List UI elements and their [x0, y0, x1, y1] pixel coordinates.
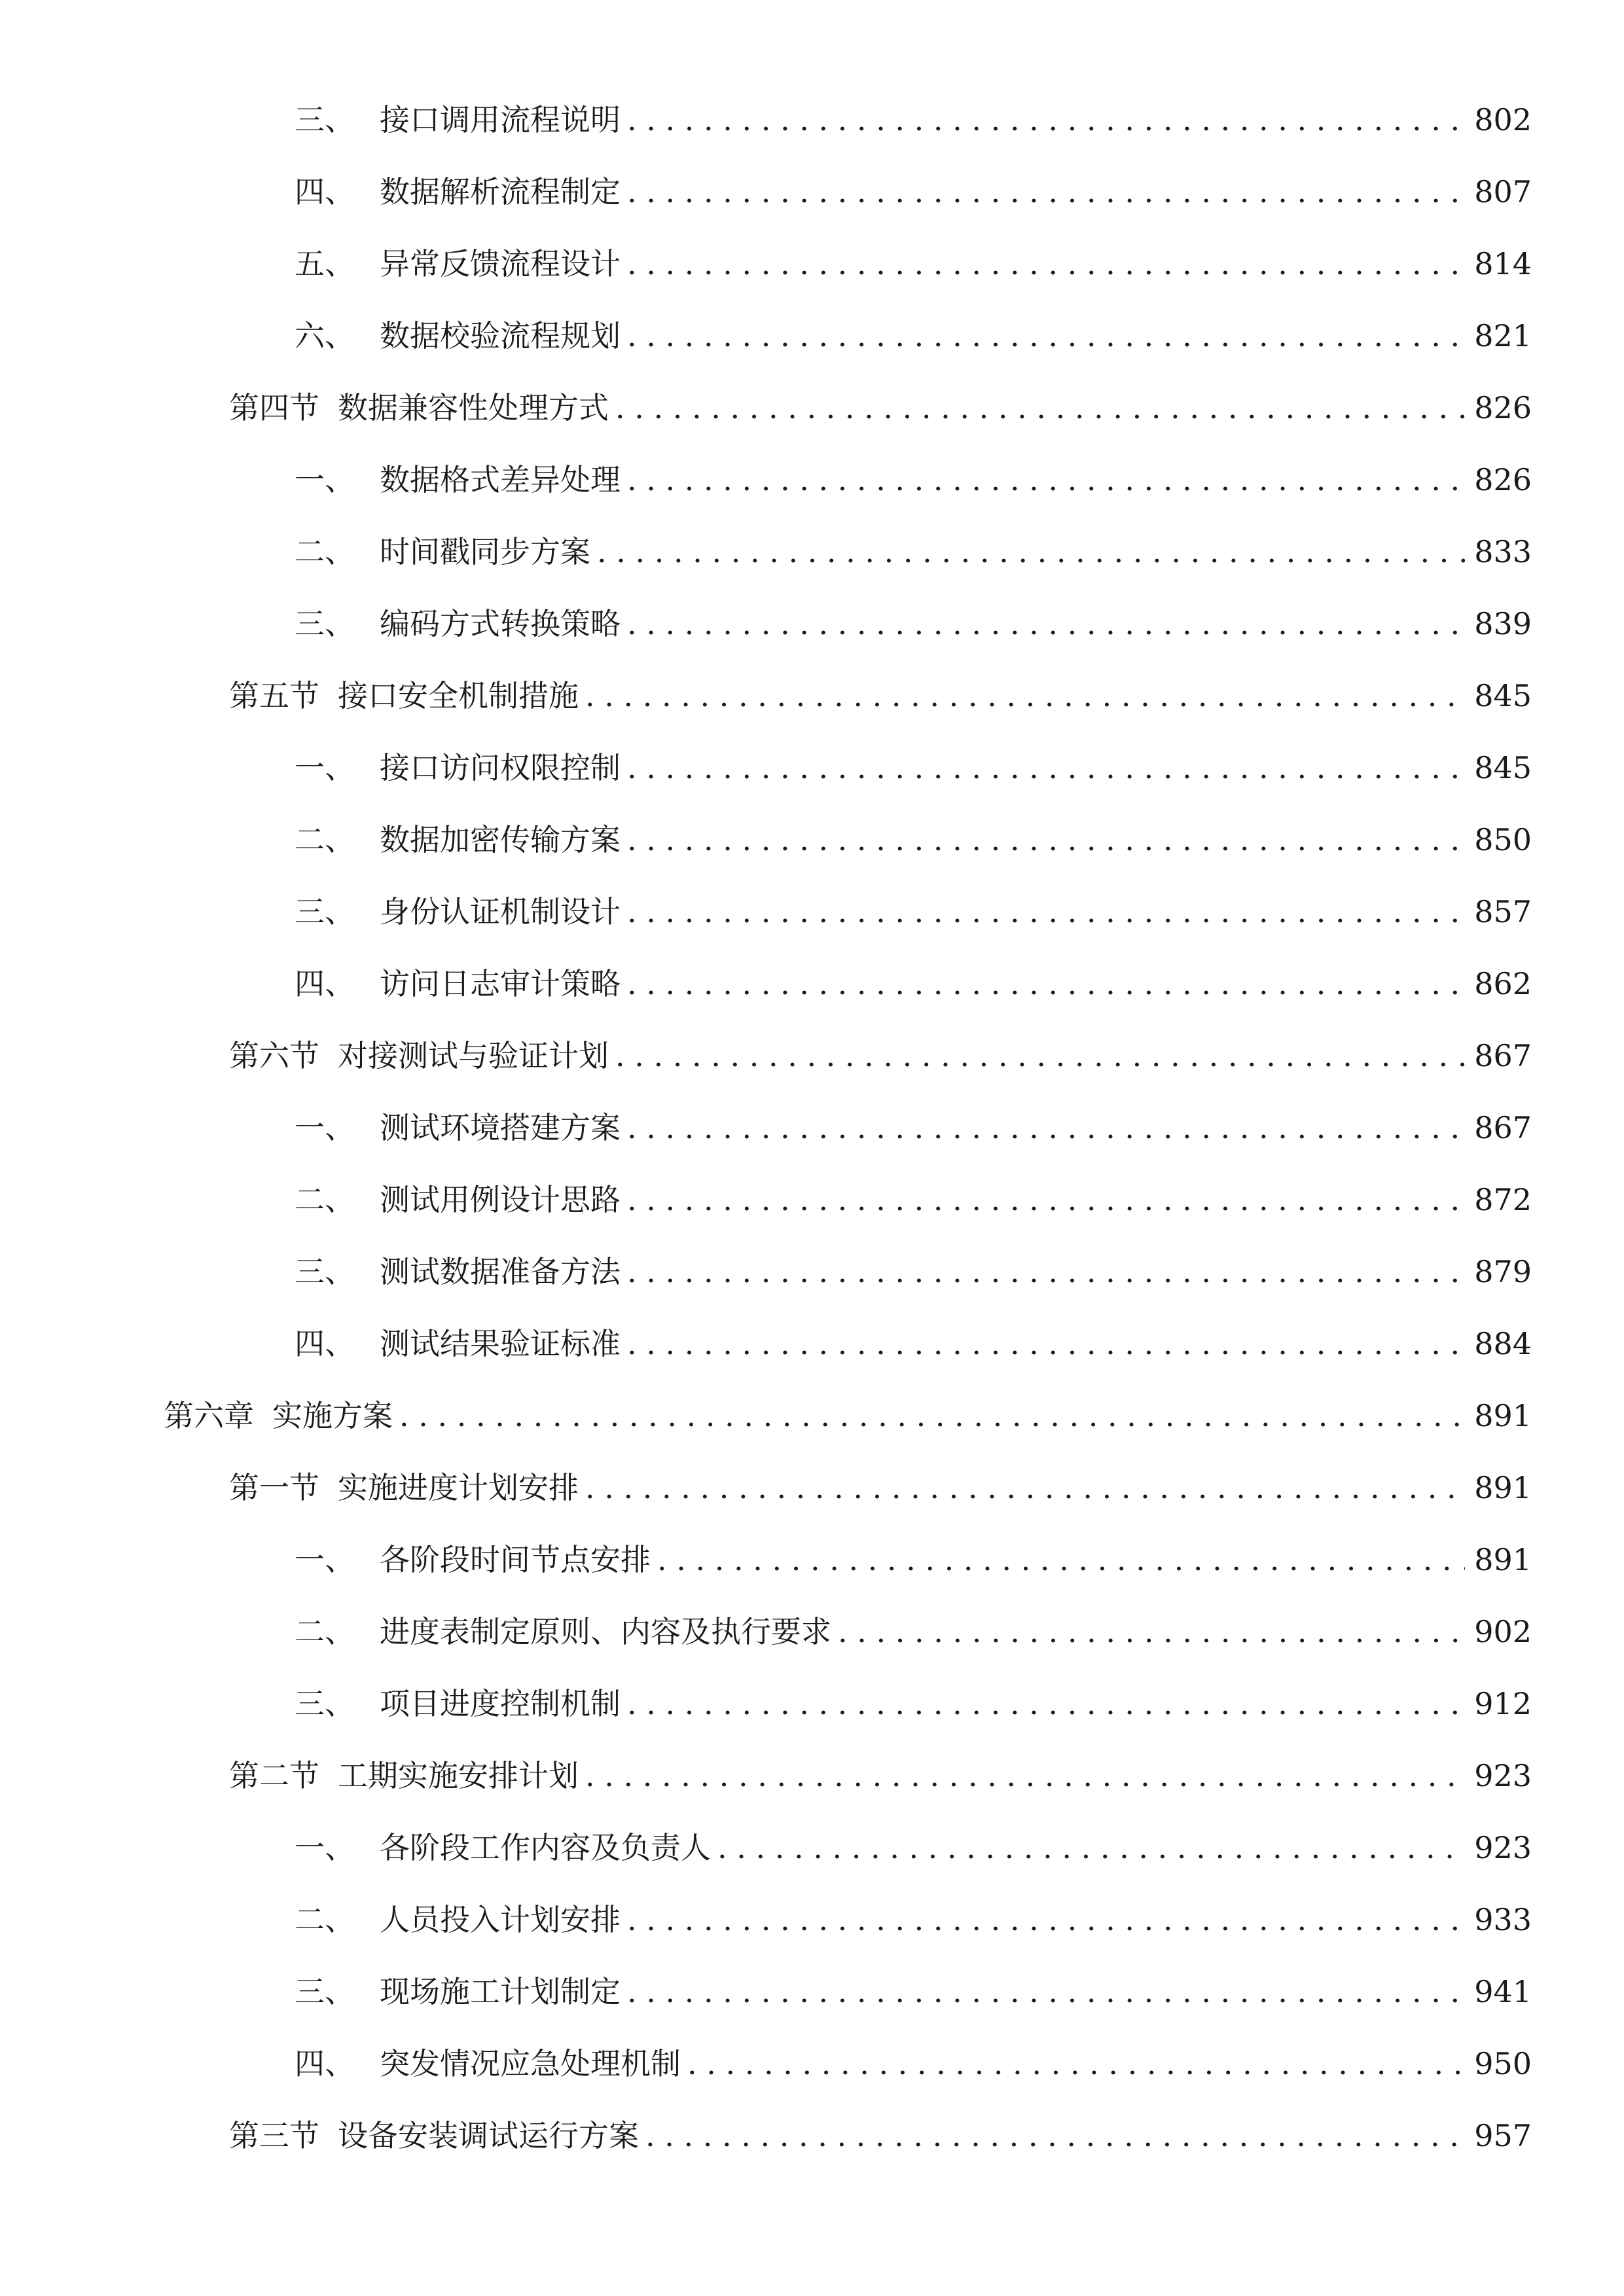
toc-dot-leader	[585, 1462, 1465, 1514]
toc-dot-leader	[645, 2109, 1465, 2162]
toc-entry-number: 第二节	[229, 1758, 319, 1793]
toc-entry[interactable]	[295, 1318, 1532, 1370]
toc-entry[interactable]	[295, 1605, 1532, 1658]
toc-dot-leader	[627, 1174, 1465, 1226]
toc-entry-number: 一、	[295, 1830, 355, 1865]
toc-entry-number: 第六章	[164, 1398, 254, 1433]
toc-entry-number: 一、	[295, 750, 355, 785]
toc-dot-leader	[585, 670, 1465, 722]
toc-entry-page: 821	[1474, 318, 1532, 353]
toc-entry-number: 第六节	[229, 1038, 319, 1073]
toc-dot-leader	[627, 1965, 1465, 2018]
toc-entry-page: 857	[1474, 894, 1532, 929]
toc-entry-number: 五、	[295, 246, 355, 281]
toc-entry-title: 各阶段工作内容及负责人	[380, 1830, 711, 1865]
toc-entry-number: 四、	[295, 1326, 355, 1361]
toc-entry-page: 814	[1474, 246, 1532, 281]
toc-chapter-entry[interactable]	[164, 1390, 1532, 1442]
toc-entry-number: 二、	[295, 1614, 355, 1649]
toc-entry-page: 923	[1474, 1758, 1532, 1793]
toc-entry-number: 一、	[295, 1542, 355, 1577]
toc-entry-page: 867	[1474, 1038, 1532, 1073]
toc-entry-title: 测试结果验证标准	[380, 1326, 621, 1361]
toc-entry[interactable]	[295, 166, 1532, 218]
toc-entry[interactable]	[295, 526, 1532, 578]
toc-entry-page: 867	[1474, 1110, 1532, 1145]
toc-entry-number: 六、	[295, 318, 355, 353]
toc-entry-title: 实施方案	[272, 1398, 393, 1433]
toc-entry-page: 957	[1474, 2118, 1532, 2153]
toc-dot-leader	[627, 1318, 1465, 1370]
toc-entry-page: 839	[1474, 606, 1532, 641]
toc-entry[interactable]	[295, 742, 1532, 794]
toc-entry-page: 884	[1474, 1326, 1532, 1361]
toc-entry-page: 872	[1474, 1182, 1532, 1217]
toc-entry-page: 826	[1474, 390, 1532, 425]
toc-entry[interactable]	[295, 1534, 1532, 1586]
toc-dot-leader	[717, 1821, 1465, 1874]
toc-entry-title: 对接测试与验证计划	[338, 1038, 609, 1073]
toc-entry-page: 879	[1474, 1254, 1532, 1289]
toc-entry-title: 人员投入计划安排	[380, 1902, 621, 1937]
toc-entry-page: 802	[1474, 102, 1532, 137]
toc-dot-leader	[657, 1534, 1465, 1586]
toc-entry-title: 实施进度计划安排	[338, 1470, 579, 1505]
toc-dot-leader	[627, 1246, 1465, 1298]
toc-entry-page: 845	[1474, 750, 1532, 785]
toc-entry-title: 工期实施安排计划	[338, 1758, 579, 1793]
toc-section-entry[interactable]	[229, 1462, 1532, 1514]
toc-entry[interactable]	[295, 310, 1532, 362]
toc-entry-page: 933	[1474, 1902, 1532, 1937]
toc-entry-page: 902	[1474, 1614, 1532, 1649]
toc-entry-page: 807	[1474, 174, 1532, 209]
toc-entry-page: 826	[1474, 462, 1532, 497]
toc-entry-title: 进度表制定原则、内容及执行要求	[380, 1614, 831, 1649]
toc-entry-number: 四、	[295, 174, 355, 209]
toc-entry-title: 异常反馈流程设计	[380, 246, 621, 281]
toc-entry[interactable]	[295, 886, 1532, 938]
toc-entry-number: 四、	[295, 2046, 355, 2081]
toc-entry-page: 941	[1474, 1974, 1532, 2009]
toc-section-entry[interactable]	[229, 670, 1532, 722]
toc-dot-leader	[627, 1893, 1465, 1946]
toc-entry-number: 三、	[295, 894, 355, 929]
toc-entry[interactable]	[295, 1677, 1532, 1730]
toc-dot-leader	[838, 1605, 1465, 1658]
toc-entry-page: 850	[1474, 822, 1532, 857]
toc-entry-number: 第一节	[229, 1470, 319, 1505]
toc-dot-leader	[627, 310, 1465, 362]
toc-entry-title: 设备安装调试运行方案	[338, 2118, 639, 2153]
toc-entry-title: 测试环境搭建方案	[380, 1110, 621, 1145]
toc-section-entry[interactable]	[229, 2109, 1532, 2162]
toc-entry-number: 二、	[295, 534, 355, 569]
toc-entry-page: 891	[1474, 1542, 1532, 1577]
toc-entry[interactable]	[295, 1174, 1532, 1226]
toc-entry[interactable]	[295, 1893, 1532, 1946]
toc-entry-title: 项目进度控制机制	[380, 1686, 621, 1721]
toc-entry-title: 测试数据准备方法	[380, 1254, 621, 1289]
toc-entry-page: 950	[1474, 2046, 1532, 2081]
toc-dot-leader	[627, 598, 1465, 650]
toc-entry[interactable]	[295, 1965, 1532, 2018]
toc-entry[interactable]	[295, 1102, 1532, 1154]
toc-entry-number: 四、	[295, 966, 355, 1001]
toc-section-entry[interactable]	[229, 382, 1532, 434]
toc-entry[interactable]	[295, 454, 1532, 506]
toc-dot-leader	[687, 2037, 1465, 2090]
toc-entry-title: 编码方式转换策略	[380, 606, 621, 641]
toc-entry-number: 三、	[295, 606, 355, 641]
toc-entry[interactable]	[295, 1821, 1532, 1874]
toc-entry[interactable]	[295, 94, 1532, 146]
toc-entry-number: 二、	[295, 1182, 355, 1217]
toc-dot-leader	[627, 238, 1465, 290]
toc-dot-leader	[627, 1677, 1465, 1730]
toc-entry[interactable]	[295, 1246, 1532, 1298]
toc-section-entry[interactable]	[229, 1749, 1532, 1802]
toc-entry-number: 二、	[295, 822, 355, 857]
toc-dot-leader	[597, 526, 1465, 578]
toc-dot-leader	[627, 742, 1465, 794]
toc-entry-number: 三、	[295, 1254, 355, 1289]
toc-entry-title: 访问日志审计策略	[380, 966, 621, 1001]
toc-entry-page: 891	[1474, 1470, 1532, 1505]
toc-entry-page: 833	[1474, 534, 1532, 569]
toc-entry-page: 845	[1474, 678, 1532, 713]
toc-entry-title: 接口调用流程说明	[380, 102, 621, 137]
toc-entry[interactable]	[295, 958, 1532, 1010]
toc-entry-number: 第五节	[229, 678, 319, 713]
toc-dot-leader	[627, 814, 1465, 866]
toc-entry-number: 三、	[295, 102, 355, 137]
toc-entry-number: 一、	[295, 1110, 355, 1145]
toc-dot-leader	[585, 1749, 1465, 1802]
toc-entry[interactable]	[295, 598, 1532, 650]
toc-entry-page: 891	[1474, 1398, 1532, 1433]
toc-dot-leader	[627, 166, 1465, 218]
toc-dot-leader	[627, 886, 1465, 938]
toc-entry-title: 接口安全机制措施	[338, 678, 579, 713]
toc-entry[interactable]	[295, 2037, 1532, 2090]
toc-entry-number: 三、	[295, 1974, 355, 2009]
toc-entry-title: 数据加密传输方案	[380, 822, 621, 857]
toc-entry-title: 现场施工计划制定	[380, 1974, 621, 2009]
toc-section-entry[interactable]	[229, 1030, 1532, 1082]
toc-entry-title: 各阶段时间节点安排	[380, 1542, 651, 1577]
toc-dot-leader	[627, 454, 1465, 506]
toc-dot-leader	[627, 1102, 1465, 1154]
toc-entry-page: 912	[1474, 1686, 1532, 1721]
toc-entry-title: 时间戳同步方案	[380, 534, 590, 569]
toc-dot-leader	[627, 94, 1465, 146]
toc-dot-leader	[615, 1030, 1465, 1082]
toc-entry-number: 第四节	[229, 390, 319, 425]
toc-entry-title: 数据兼容性处理方式	[338, 390, 609, 425]
toc-entry[interactable]	[295, 814, 1532, 866]
toc-entry-title: 数据校验流程规划	[380, 318, 621, 353]
toc-entry-number: 三、	[295, 1686, 355, 1721]
toc-entry-number: 二、	[295, 1902, 355, 1937]
toc-entry-title: 数据解析流程制定	[380, 174, 621, 209]
toc-entry-title: 数据格式差异处理	[380, 462, 621, 497]
toc-entry-title: 突发情况应急处理机制	[380, 2046, 681, 2081]
toc-entry-title: 身份认证机制设计	[380, 894, 621, 929]
toc-entry-page: 923	[1474, 1830, 1532, 1865]
toc-dot-leader	[627, 958, 1465, 1010]
toc-entry-number: 一、	[295, 462, 355, 497]
toc-entry-number: 第三节	[229, 2118, 319, 2153]
toc-entry-title: 接口访问权限控制	[380, 750, 621, 785]
toc-dot-leader	[399, 1390, 1465, 1442]
toc-entry[interactable]	[295, 238, 1532, 290]
toc-entry-title: 测试用例设计思路	[380, 1182, 621, 1217]
toc-dot-leader	[615, 382, 1465, 434]
toc-entry-page: 862	[1474, 966, 1532, 1001]
